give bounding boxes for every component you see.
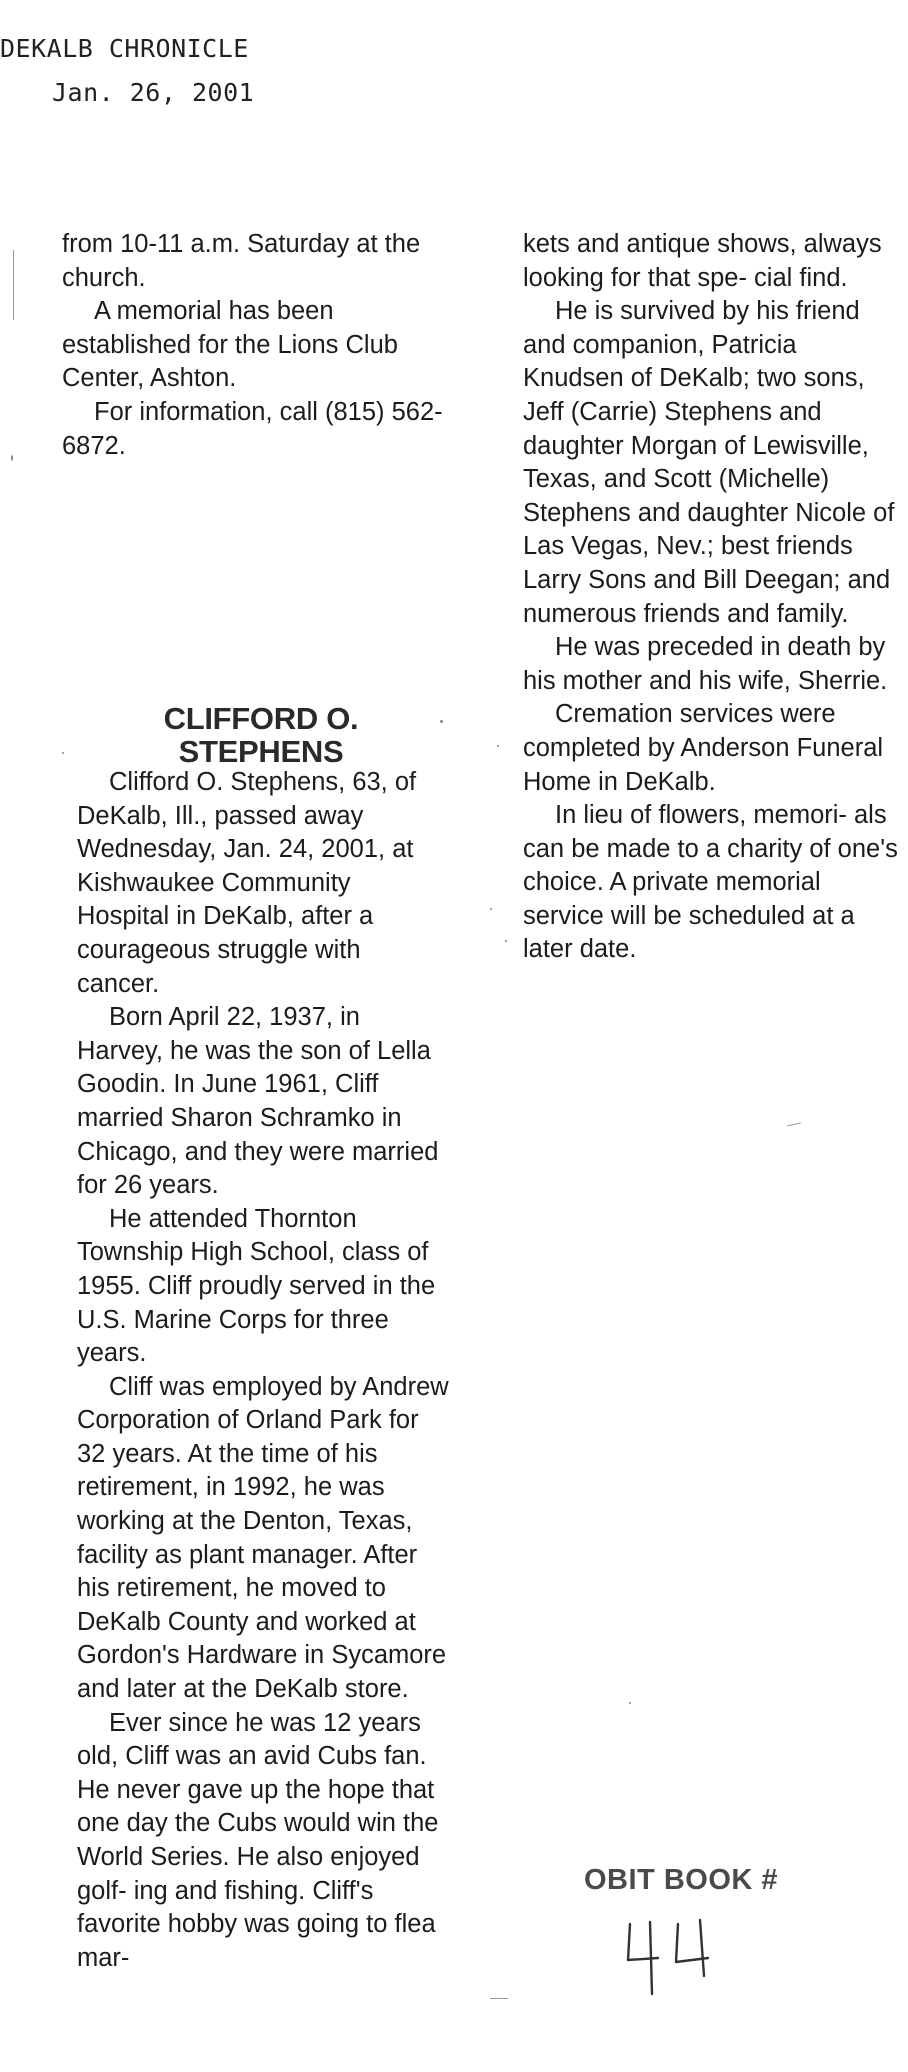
speck (440, 720, 443, 723)
speck (497, 745, 499, 747)
speck (629, 1702, 631, 1704)
handwritten-44-icon (618, 1918, 728, 1998)
fragment-paragraph-2: A memorial has been established for the Lions Club Center, Ashton. (62, 297, 398, 393)
headline-line-1: CLIFFORD O. (163, 701, 359, 736)
obituary-paragraph: In lieu of flowers, memori- als can be made to a charity of one's choice. A private memorial service will be scheduled at a later date. (523, 801, 898, 964)
obituary-paragraph: He attended Thornton Township High School, class of 1955. Cliff proudly served in the U.S. Marine Corps for three years. (77, 1204, 436, 1368)
obituary-paragraph: He was preceded in death by his mother and his wife, Sherrie. (523, 633, 888, 695)
speck (490, 908, 492, 910)
publication-date: Jan. 26, 2001 (52, 78, 255, 107)
obit-book-number (618, 1918, 728, 1998)
speck (62, 752, 64, 754)
obit-book-label: OBIT BOOK # (584, 1864, 779, 1896)
obituary-right-column (523, 228, 901, 967)
headline-line-2: STEPHENS (178, 734, 344, 769)
margin-mark (13, 250, 14, 320)
obituary-headline (78, 702, 444, 768)
obituary-paragraph: kets and antique shows, always looking for that spe- cial find. (523, 230, 882, 292)
previous-obituary-fragment (62, 228, 444, 463)
fragment-paragraph-3: For information, call (815) 562-6872. (62, 397, 443, 460)
obituary-left-column (77, 766, 449, 1975)
obituary-paragraph: Clifford O. Stephens, 63, of DeKalb, Ill., passed away Wednesday, Jan. 24, 2001, at Kishwaukee Community Hospital in DeKalb, after a courageous struggle with cancer. (77, 768, 417, 998)
dash-mark (490, 1998, 508, 1999)
obituary-paragraph: Born April 22, 1937, in Harvey, he was the son of Lella Goodin. In June 1961, Cliff married Sharon Schramko in Chicago, and they were married for 26 years. (77, 1003, 439, 1200)
publication-name: DEKALB CHRONICLE (0, 34, 249, 63)
dash-mark (787, 1123, 801, 1127)
obituary-paragraph: Ever since he was 12 years old, Cliff was an avid Cubs fan. He never gave up the hope that one day the Cubs would win the World Series. He also enjoyed golf- ing and fishing. Cliff's favorite hobby was going to flea mar- (77, 1708, 439, 1972)
fragment-paragraph-1: from 10-11 a.m. Saturday at the church. (62, 230, 421, 292)
speck (11, 455, 13, 461)
obituary-paragraph: He is survived by his friend and companion, Patricia Knudsen of DeKalb; two sons, Jeff (Carrie) Stephens and daughter Morgan of Lewisville, Texas, and Scott (Michelle) Stephens and daughter Nicole of Las Vegas, Nev.; best friends Larry Sons and Bill Deegan; and numerous friends and family. (523, 297, 895, 628)
obituary-paragraph: Cremation services were completed by Anderson Funeral Home in DeKalb. (523, 700, 884, 796)
obituary-paragraph: Cliff was employed by Andrew Corporation of Orland Park for 32 years. At the time of his retirement, in 1992, he was working at the Denton, Texas, facility as plant manager. After his retirement, he moved to DeKalb County and worked at Gordon's Hardware in Sycamore and later at the DeKalb store. (77, 1372, 449, 1704)
speck (505, 940, 507, 942)
obit-book-number-text (618, 1918, 619, 1919)
